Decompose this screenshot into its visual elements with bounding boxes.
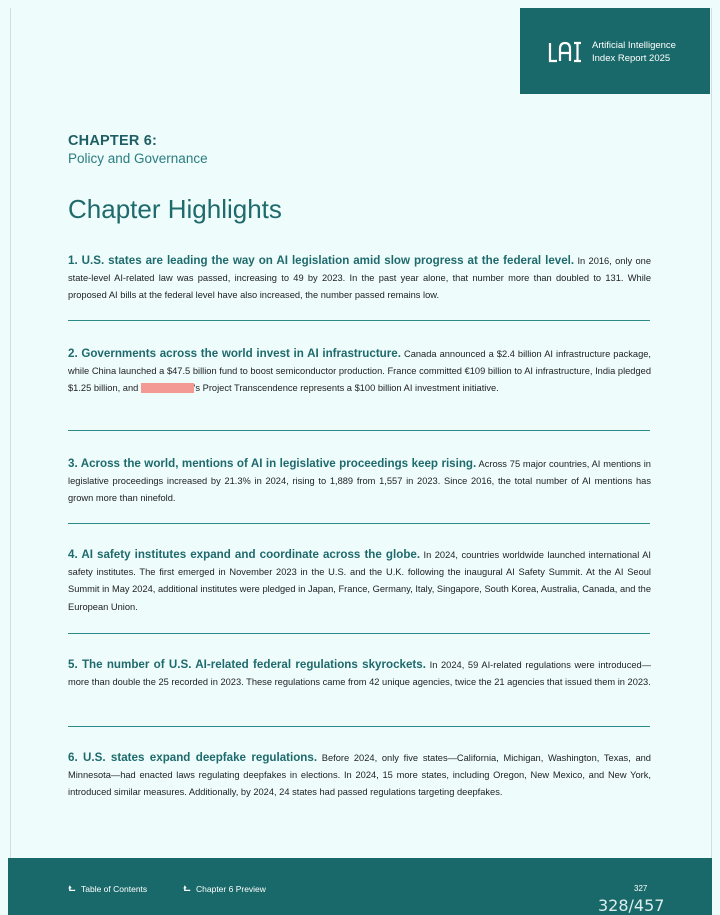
return-arrow-icon bbox=[68, 885, 77, 894]
chapter-preview-label: Chapter 6 Preview bbox=[196, 884, 266, 894]
highlight-item-2 bbox=[68, 345, 651, 398]
chapter-number: CHAPTER 6: bbox=[68, 133, 158, 149]
chapter-header bbox=[68, 133, 208, 166]
highlight-lead: 1. U.S. states are leading the way on AI legislation amid slow progress at the federal level. bbox=[68, 254, 575, 267]
chapter-preview-link[interactable] bbox=[183, 884, 266, 894]
report-badge bbox=[520, 8, 710, 94]
divider bbox=[68, 726, 650, 727]
highlight-body: Before 2024, only five states—California, Michigan, Washington, Texas, and Minnesota—had enacted laws regulating deepfakes in elections. In 2024, 15 more states, including Oregon, New Mexico, and New York, introduced similar measures. Additionally, by 2024, 24 states had passed regulations targeting deepfakes. bbox=[68, 753, 651, 798]
highlight-lead: 3. Across the world, mentions of AI in legislative proceedings keep rising. bbox=[68, 457, 477, 470]
highlighted-text: Saudi Arabia bbox=[140, 383, 194, 394]
highlight-body: In 2024, countries worldwide launched international AI safety institutes. The first emerged in November 2023 in the U.S. and the U.K. following the inaugural AI Safety Summit. At the AI Seoul Summit in May 2024, additional institutes were pledged in Japan, France, Germany, Italy, Singapore, South Korea, Australia, Canada, and the European Union. bbox=[68, 550, 651, 612]
report-title-line1: Artificial Intelligence bbox=[592, 40, 676, 51]
highlight-item-3 bbox=[68, 455, 651, 508]
page-footer bbox=[8, 858, 712, 915]
chapter-name: Policy and Governance bbox=[68, 151, 208, 166]
highlight-body: Across 75 major countries, AI mentions in legislative proceedings increased by 21.3% in 2024, rising to 1,889 from 1,557 in 2023. Since 2016, the total number of AI mentions has grown more than ninefold. bbox=[68, 459, 651, 504]
highlight-body: In 2016, only one state-level AI-related law was passed, increasing to 49 by 2023. In the past year alone, that number more than doubled to 131. While proposed AI bills at the federal level have also increased, the number passed remains low. bbox=[68, 256, 651, 301]
highlight-item-1 bbox=[68, 252, 651, 305]
highlight-lead: 5. The number of U.S. AI-related federal regulations skyrockets. bbox=[68, 658, 426, 671]
divider bbox=[68, 633, 650, 634]
highlight-item-5 bbox=[68, 656, 651, 691]
highlight-body: In 2024, 59 AI-related regulations were introduced—more than double the 25 recorded in 2023. These regulations came from 42 unique agencies, twice the 21 agencies that issued them in 2023. bbox=[68, 660, 651, 688]
highlight-lead: 4. AI safety institutes expand and coordinate across the globe. bbox=[68, 548, 421, 561]
highlight-body-end: 's Project Transcendence represents a $100 billion AI investment initiative. bbox=[193, 383, 499, 394]
return-arrow-icon bbox=[183, 885, 192, 894]
report-title-line2: Index Report 2025 bbox=[592, 53, 671, 64]
divider bbox=[68, 523, 650, 524]
highlight-item-4 bbox=[68, 546, 651, 616]
divider bbox=[68, 430, 650, 431]
divider bbox=[68, 320, 650, 321]
highlight-lead: 6. U.S. states expand deepfake regulations. bbox=[68, 751, 318, 764]
viewer-page-indicator: 328/457 bbox=[598, 896, 665, 915]
ai-index-logo-icon bbox=[548, 41, 582, 63]
highlight-lead: 2. Governments across the world invest in AI infrastructure. bbox=[68, 347, 401, 360]
highlight-item-6 bbox=[68, 749, 651, 802]
report-title bbox=[592, 39, 708, 65]
table-of-contents-label: Table of Contents bbox=[81, 884, 148, 894]
table-of-contents-link[interactable] bbox=[68, 884, 147, 894]
highlight-body: Canada announced a $2.4 billion AI infrastructure package, while China launched a $47.5 billion fund to boost semiconductor production. France committed €109 billion to AI infrastructure, India pledged $1.25 billion, and bbox=[68, 349, 652, 394]
page-number: 327 bbox=[634, 884, 648, 893]
section-title: Chapter Highlights bbox=[68, 194, 282, 224]
